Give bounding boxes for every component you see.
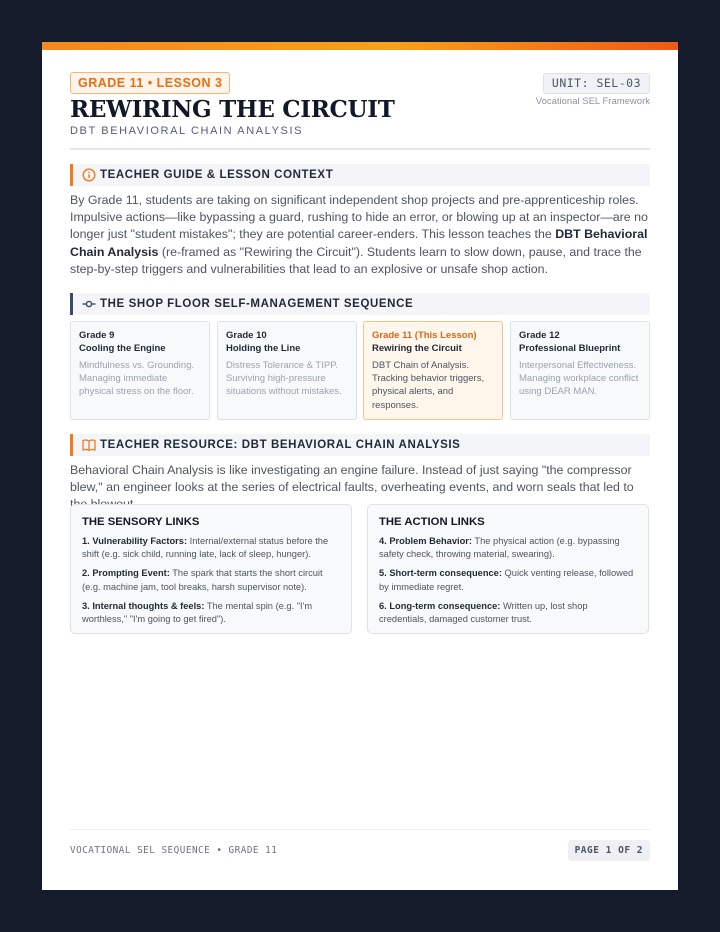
framework-label: Vocational SEL Framework	[535, 96, 650, 107]
section-heading: THE SHOP FLOOR SELF-MANAGEMENT SEQUENCE	[100, 298, 414, 310]
link-item	[379, 567, 637, 593]
info-icon	[82, 168, 96, 182]
footer-label: VOCATIONAL SEL SEQUENCE • GRADE 11	[70, 845, 278, 856]
step-card-grade-10	[217, 321, 357, 420]
link-label: 5. Short-term consequence:	[379, 568, 502, 579]
sequence-steps	[70, 321, 650, 420]
link-item	[82, 535, 340, 561]
link-label: 6. Long-term consequence:	[379, 600, 501, 611]
link-item	[82, 567, 340, 593]
step-card-grade-11	[363, 321, 503, 420]
unit-badge: UNIT: SEL-03	[543, 73, 650, 94]
card-heading: THE ACTION LINKS	[379, 516, 485, 528]
link-text: Written up, lost shop credentials, damaged customer trust.	[379, 600, 588, 625]
section-teacher-guide	[70, 164, 650, 186]
step-description: Mindfulness vs. Grounding. Managing immediate physical stress on the floor.	[79, 360, 195, 398]
paragraph-text: (re-framed as "Rewiring the Circuit"). Students learn to slow down, pause, and trace the step-by-step triggers and vulnerabilities that lead to an explosive or unsafe shop action.	[70, 244, 642, 276]
header-divider	[70, 148, 650, 150]
link-label: 3. Internal thoughts & feels:	[82, 600, 205, 611]
step-description: Interpersonal Effectiveness. Managing workplace conflict using DEAR MAN.	[519, 360, 639, 398]
step-grade: Grade 10	[226, 330, 267, 341]
link-text: The mental spin (e.g. "I'm worthless," "I'm going to get fired").	[82, 600, 313, 625]
section-heading: TEACHER RESOURCE: DBT BEHAVIORAL CHAIN ANALYSIS	[100, 439, 461, 451]
link-text: Internal/external status before the shift (e.g. sick child, running late, lack of sleep, hunger).	[82, 536, 329, 560]
section-sequence	[70, 293, 650, 315]
step-name: Professional Blueprint	[519, 343, 621, 354]
link-text: The physical action (e.g. bypassing safety check, throwing material, swearing).	[379, 536, 620, 560]
card-heading: THE SENSORY LINKS	[82, 516, 200, 528]
page-title: REWIRING THE CIRCUIT	[70, 96, 395, 123]
page-number-badge: PAGE 1 OF 2	[568, 840, 650, 861]
grade-lesson-badge: GRADE 11 • LESSON 3	[70, 72, 230, 94]
section-heading: TEACHER GUIDE & LESSON CONTEXT	[100, 169, 334, 181]
step-grade: Grade 11 (This Lesson)	[372, 330, 477, 341]
resource-intro: Behavioral Chain Analysis is like investigating an engine failure. Instead of just saying "the compressor blew," an engineer looks at the series of electrical faults, overheating events, and worn seals that led to	[70, 463, 634, 495]
link-label: 1. Vulnerability Factors:	[82, 536, 188, 546]
step-name: Rewiring the Circuit	[372, 343, 462, 354]
step-name: Holding the Line	[226, 343, 301, 354]
step-card-grade-12	[510, 321, 650, 420]
step-grade: Grade 12	[519, 330, 560, 341]
sensory-links-card	[70, 504, 352, 634]
step-description: Distress Tolerance & TIPP. Surviving high-pressure situations without mistakes.	[226, 360, 342, 398]
link-label: 4. Problem Behavior:	[379, 536, 472, 546]
document-page	[42, 42, 678, 890]
page-subtitle: DBT BEHAVIORAL CHAIN ANALYSIS	[70, 125, 304, 137]
action-links-card	[367, 504, 649, 634]
step-grade: Grade 9	[79, 330, 115, 341]
book-icon	[82, 438, 96, 452]
step-card-grade-9	[70, 321, 210, 420]
link-text: The spark that starts the short circuit (e.g. machine jam, tool breaks, harsh supervisor note).	[82, 568, 323, 592]
link-item	[379, 600, 637, 626]
commit-icon	[82, 297, 96, 311]
section-resource	[70, 434, 650, 456]
link-text: Quick venting release, followed by immediate regret.	[379, 568, 634, 592]
footer-divider	[70, 829, 650, 830]
paragraph-emphasis: DBT Behavioral Chain Analysis	[70, 227, 648, 259]
link-item	[379, 535, 637, 561]
accent-bar	[42, 42, 678, 50]
link-label: 2. Prompting Event:	[82, 568, 170, 579]
step-name: Cooling the Engine	[79, 343, 166, 354]
teacher-guide-paragraph	[70, 192, 652, 278]
paragraph-text: By Grade 11, students are taking on significant independent shop projects and pre-apprenticeship roles. Impulsive actions—like bypassing a guard, rushing to hide an error, or blowing up at an inspector—are no longer just "student mistakes"; they are potential career-enders. This lesson teaches the	[70, 193, 648, 242]
step-description: DBT Chain of Analysis. Tracking behavior triggers, physical alerts, and responses.	[372, 360, 485, 411]
link-item	[82, 600, 340, 626]
